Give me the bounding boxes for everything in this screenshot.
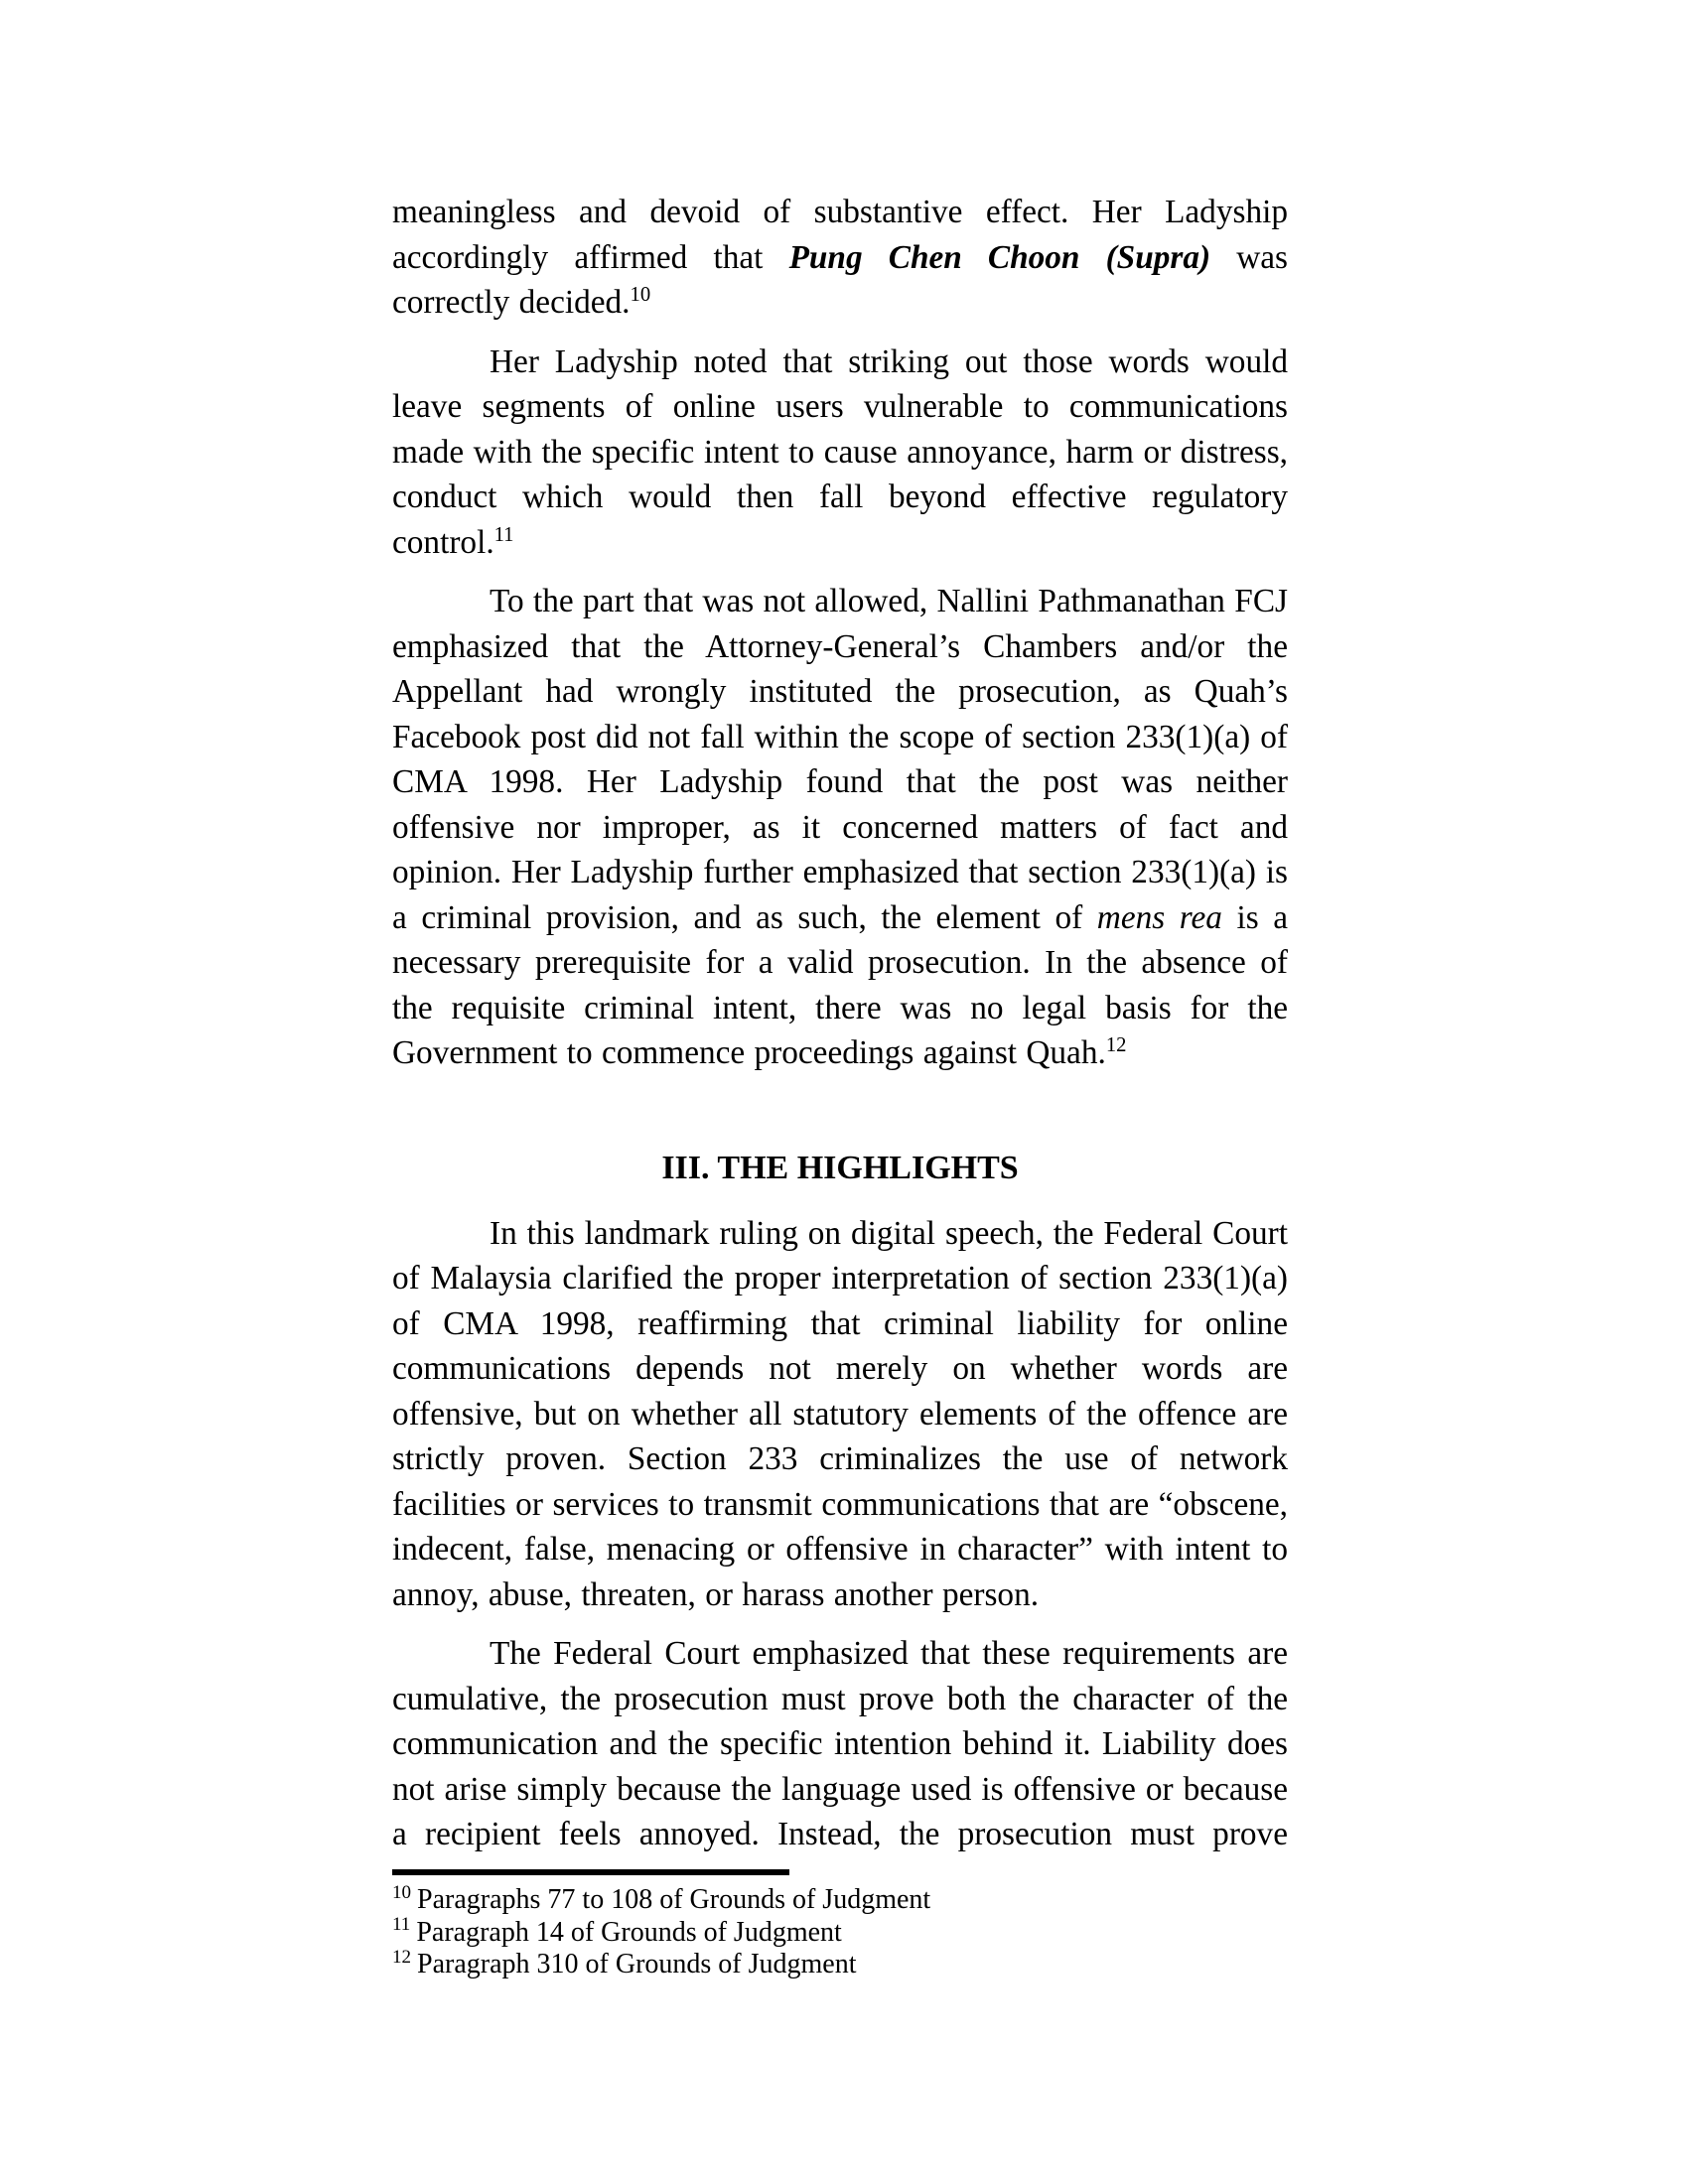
body-paragraph-2 — [392, 340, 1288, 566]
footnote-marker: 12 — [392, 1946, 412, 1968]
text-run: In this landmark ruling on digital speech, the Federal Court of Malaysia clarified the proper interpretation of section 233(1)(a) of CMA 1998, reaffirming that criminal liability for online communications depends not merely on whether words are offensive, but on whether all statutory elements of the offence are strictly proven. Section 233 criminalizes the use of network facilities or services to transmit communications that are “obscene, indecent, false, menacing or offensive in character” with intent to annoy, abuse, threaten, or harass another person. — [392, 1214, 1288, 1613]
body-paragraph-4 — [392, 1211, 1288, 1618]
footnote-marker: 11 — [392, 1914, 411, 1936]
footnote-reference: 11 — [493, 523, 514, 546]
footnote-item-11 — [392, 1914, 1288, 1950]
body-paragraph-3 — [392, 579, 1288, 1076]
footnote-marker: 10 — [392, 1881, 412, 1903]
footnote-text: Paragraphs 77 to 108 of Grounds of Judgment — [417, 1884, 931, 1915]
footnote-item-10 — [392, 1881, 1288, 1917]
footnote-separator — [392, 1869, 789, 1875]
text-run: To the part that was not allowed, Nallini Pathmanathan FCJ emphasized that the Attorney-General’s Chambers and/or the Appellant had wrongly instituted the prosecution, as Quah’s Facebook post did not fall within the scope of section 233(1)(a) of CMA 1998. Her Ladyship found that the post was neither offensive nor improper, as it concerned matters of fact and opinion. Her Ladyship further emphasized that section 233(1)(a) is a criminal provision, and as such, the element of — [392, 583, 1288, 936]
footnote-reference: 10 — [630, 283, 651, 306]
body-paragraph-5 — [392, 1631, 1288, 1857]
text-run: mens rea — [1096, 898, 1222, 936]
text-run: meaningless and devoid of substantive effect. Her Ladyship accordingly affirmed that — [392, 194, 1288, 276]
text-run: is a necessary prerequisite for a valid prosecution. In the absence of the requisite criminal intent, there was no legal basis for the Government to commence proceedings against Quah. — [392, 898, 1289, 1071]
text-run: Her Ladyship noted that striking out those words would leave segments of online users vulnerable to communications made with the specific intent to cause annoyance, harm or distress, conduct which would then fall beyond effective regulatory control. — [392, 342, 1288, 561]
text-run: The Federal Court emphasized that these requirements are cumulative, the prosecution must prove both the character of the communication and the specific intention behind it. Liability does not arise simply because the language used is offensive or because a recipient feels annoyed. Instead, the prosecution must prove — [392, 1635, 1288, 1852]
footnote-text: Paragraph 14 of Grounds of Judgment — [416, 1916, 842, 1948]
footnote-item-12 — [392, 1946, 1288, 1981]
footnote-reference: 12 — [1105, 1033, 1127, 1056]
text-column — [392, 190, 1288, 1871]
text-run: Pung Chen Choon (Supra) — [788, 238, 1211, 276]
footnote-text: Paragraph 310 of Grounds of Judgment — [417, 1949, 857, 1979]
text-run: was correctly decided. — [392, 238, 1289, 321]
body-paragraph-1 — [392, 190, 1288, 326]
section-heading: III. THE HIGHLIGHTS — [661, 1149, 1019, 1186]
footnote-section — [392, 1869, 1288, 1981]
